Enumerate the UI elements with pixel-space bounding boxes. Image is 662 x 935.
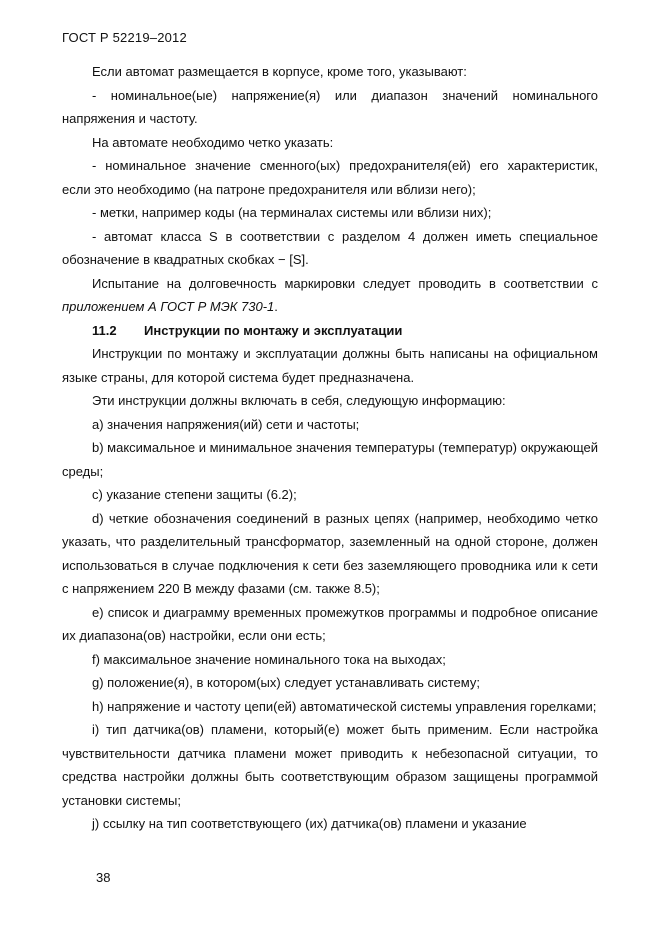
list-item-b: b) максимальное и минимальное значения температуры (температур) окружающей среды; [62,440,598,479]
paragraph-language-requirement: Инструкции по монтажу и эксплуатации должны быть написаны на официальном языке страны, для которой система будет предназначена. [62,346,598,385]
list-item-f: f) максимальное значение номинального тока на выходах; [92,651,446,667]
list-item-d: d) четкие обозначения соединений в разных цепях (например, необходимо четко указать, что разделительный трансформатор, заземленный на одной стороне, должен использоваться в случае подключения к сети без заземляющего проводника или к сети с напряжением 220 В между фазами (см. также 8.5); [62,510,598,596]
section-number: 11.2 [92,322,117,338]
paragraph-marking-intro: На автомате необходимо четко указать: [92,134,334,150]
durability-reference: приложением А ГОСТ Р МЭК 730-1 [62,299,275,314]
durability-end: . [274,299,278,314]
document-body [62,60,598,836]
paragraph-class-s: - автомат класса S в соответствии с разделом 4 должен иметь специальное обозначение в квадратных скобках − [S]. [62,228,598,267]
list-item-a: a) значения напряжения(ий) сети и частоты; [92,416,360,432]
paragraph-content-intro: Эти инструкции должны включать в себя, следующую информацию: [92,393,506,408]
list-item-h: h) напряжение и частоту цепи(ей) автоматической системы управления горелками; [92,698,597,714]
document-standard-header: ГОСТ Р 52219–2012 [62,30,187,45]
paragraph-durability-test [62,272,598,319]
durability-text: Испытание на долговечность маркировки следует проводить в соответствии с [92,275,598,291]
list-item-e: e) список и диаграмму временных промежутков программы и подробное описание их диапазона(ов) настройки, если они есть; [62,604,598,643]
paragraph-enclosure-intro: Если автомат размещается в корпусе, кроме того, указывают: [92,64,467,79]
list-item-c: c) указание степени защиты (6.2); [92,487,297,502]
paragraph-rated-voltage: - номинальное(ые) напряжение(я) или диапазон значений номинального напряжения и частоту. [62,87,598,126]
paragraph-fuse-rating: - номинальное значение сменного(ых) предохранителя(ей) его характеристик, если это необходимо (на патроне предохранителя или вблизи него); [62,158,598,197]
section-heading [62,319,598,343]
paragraph-terminal-marks: - метки, например коды (на терминалах системы или вблизи них); [92,205,492,220]
list-item-i: i) тип датчика(ов) пламени, который(е) может быть применим. Если настройка чувствительности датчика пламени может приводить к небезопасной ситуации, то средства настройки должны быть соответствующим образом защищены программой установки системы; [62,722,598,808]
page-number: 38 [96,870,111,885]
list-item-g: g) положение(я), в котором(ых) следует устанавливать систему; [92,675,480,690]
list-item-j: j) ссылку на тип соответствующего (их) датчика(ов) пламени и указание [92,816,527,831]
section-title: Инструкции по монтажу и эксплуатации [144,322,403,338]
